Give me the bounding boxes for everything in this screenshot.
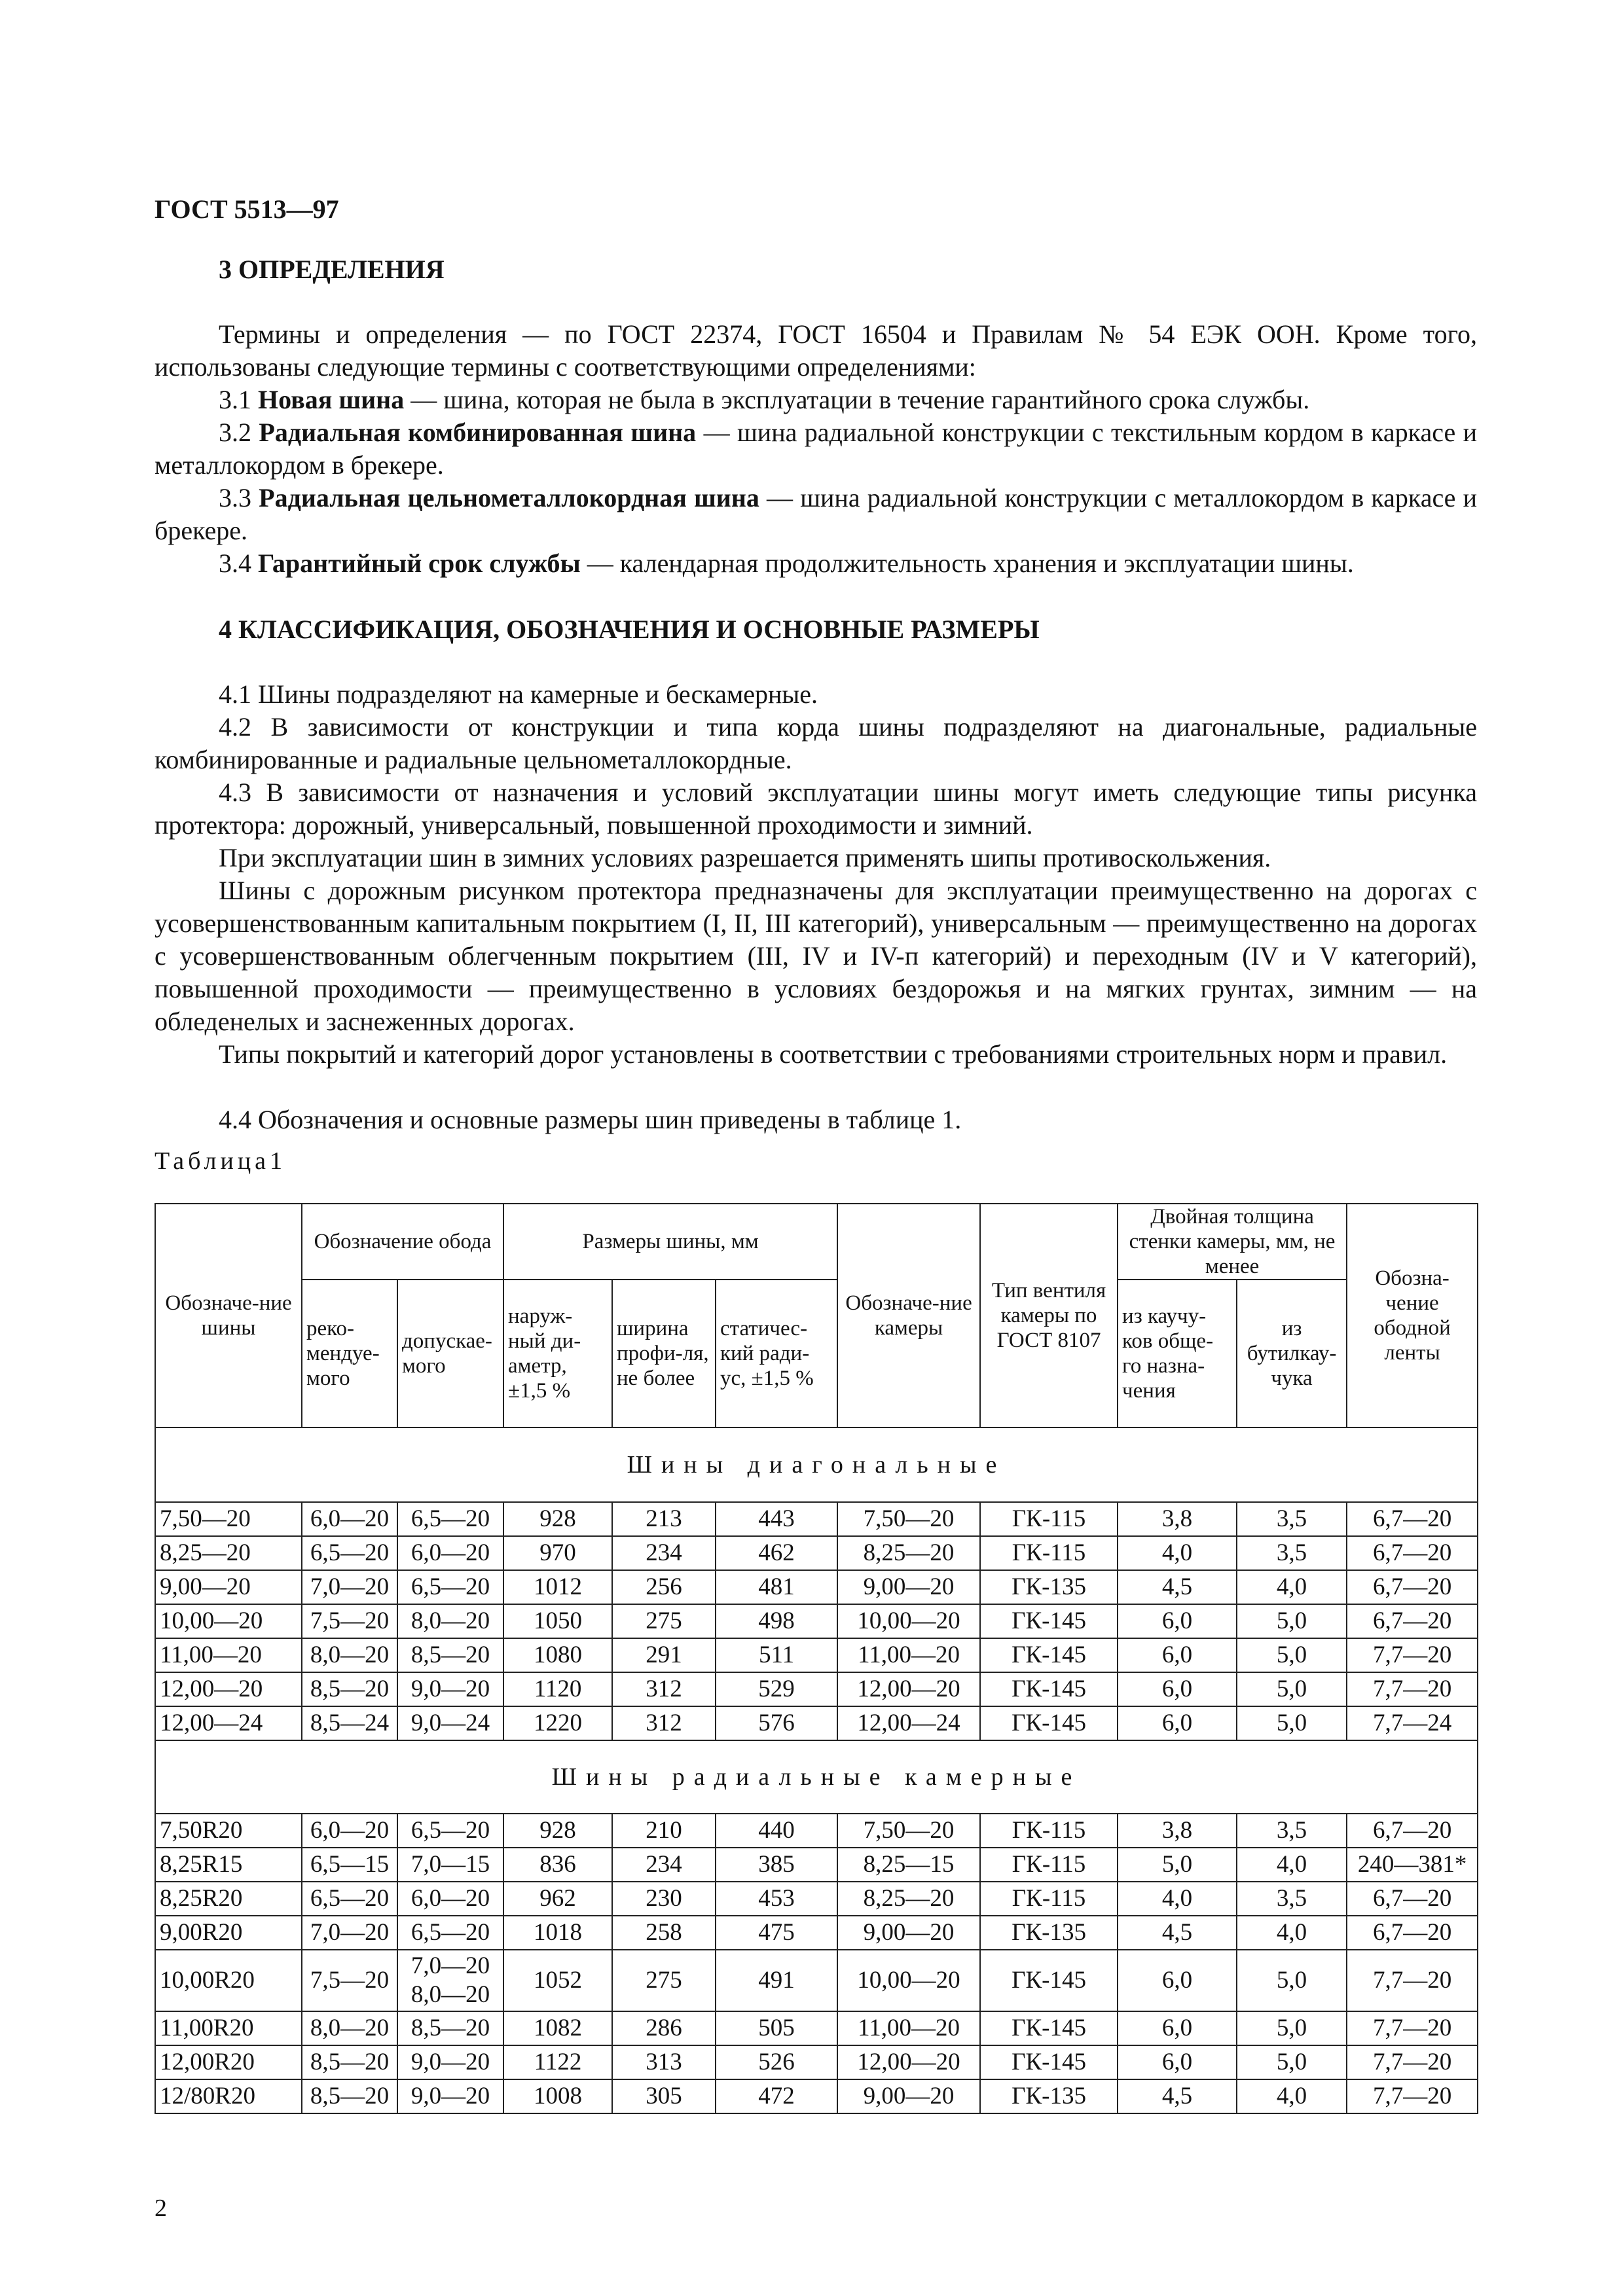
table-row — [155, 1672, 1478, 1706]
cell-tire: 12,00R20 — [155, 2045, 302, 2079]
definition-text: — шина радиальной конструкции с металлокордом в каркасе и брекере. — [155, 483, 1477, 545]
cell-static-radius: 576 — [716, 1706, 837, 1740]
paragraph-4-2: 4.2 В зависимости от конструкции и типа корда шины подразделяют на диагональные, радиальные комбинированные и радиальные цельнометаллокордные. — [155, 712, 1477, 774]
table-row — [155, 1570, 1478, 1604]
header-size-group: Размеры шины, мм — [503, 1204, 837, 1280]
cell-flap: 7,7—20 — [1347, 2011, 1478, 2045]
cell-butyl: 5,0 — [1237, 1706, 1347, 1740]
cell-butyl: 5,0 — [1237, 2045, 1347, 2079]
cell-tire: 7,50—20 — [155, 1502, 302, 1536]
cell-profile-width: 305 — [612, 2079, 716, 2113]
cell-rim-recommended: 7,0—20 — [302, 1570, 397, 1604]
cell-rim-recommended: 7,5—20 — [302, 1604, 397, 1638]
cell-flap: 6,7—20 — [1347, 1570, 1478, 1604]
table-group-bias — [155, 1427, 1478, 1740]
cell-static-radius: 529 — [716, 1672, 837, 1706]
cell-flap: 7,7—20 — [1347, 1950, 1478, 2011]
cell-rim-allowed: 6,5—20 — [397, 1502, 503, 1536]
cell-rubber-general: 6,0 — [1118, 1950, 1237, 2011]
definition-text: — шина, которая не была в эксплуатации в течение гарантийного срока службы. — [404, 385, 1310, 414]
paragraph-4-1: 4.1 Шины подразделяют на камерные и бескамерные. — [219, 679, 818, 709]
cell-outer-diameter: 1080 — [503, 1638, 612, 1672]
table-row — [155, 1950, 1478, 2011]
header-profile-width: ширина профи-ля, не более — [612, 1280, 716, 1427]
cell-flap: 6,7—20 — [1347, 1604, 1478, 1638]
cell-flap: 6,7—20 — [1347, 1916, 1478, 1950]
definition-term: Радиальная цельнометаллокордная шина — [259, 483, 759, 512]
cell-tube: 7,50—20 — [837, 1814, 980, 1848]
cell-rim-allowed: 6,5—20 — [397, 1814, 503, 1848]
header-valve-type: Тип вентиля камеры по ГОСТ 8107 — [980, 1204, 1118, 1427]
cell-rim-recommended: 7,0—20 — [302, 1916, 397, 1950]
cell-tube: 8,25—15 — [837, 1848, 980, 1882]
cell-static-radius: 505 — [716, 2011, 837, 2045]
cell-valve: ГК-135 — [980, 2079, 1118, 2113]
cell-flap: 6,7—20 — [1347, 1814, 1478, 1848]
cell-tube: 7,50—20 — [837, 1502, 980, 1536]
cell-tube: 12,00—20 — [837, 2045, 980, 2079]
cell-tire: 8,25R15 — [155, 1848, 302, 1882]
cell-rubber-general: 4,5 — [1118, 1916, 1237, 1950]
header-tube-designation: Обозначе-ние камеры — [837, 1204, 980, 1427]
cell-butyl: 4,0 — [1237, 1570, 1347, 1604]
cell-butyl: 4,0 — [1237, 1916, 1347, 1950]
cell-static-radius: 475 — [716, 1916, 837, 1950]
section-4-heading: 4 КЛАССИФИКАЦИЯ, ОБОЗНАЧЕНИЯ И ОСНОВНЫЕ РАЗМЕРЫ — [219, 615, 1040, 644]
cell-flap: 7,7—20 — [1347, 2045, 1478, 2079]
cell-valve: ГК-135 — [980, 1570, 1118, 1604]
document-code: ГОСТ 5513—97 — [155, 194, 339, 224]
cell-flap: 7,7—20 — [1347, 1672, 1478, 1706]
cell-rim-recommended: 6,5—20 — [302, 1536, 397, 1570]
header-tire-designation: Обозначе-ние шины — [155, 1204, 302, 1427]
cell-rim-recommended: 6,5—15 — [302, 1848, 397, 1882]
definition-term: Гарантийный срок службы — [258, 548, 581, 578]
cell-valve: ГК-115 — [980, 1814, 1118, 1848]
cell-profile-width: 312 — [612, 1706, 716, 1740]
cell-rim-allowed: 9,0—20 — [397, 2045, 503, 2079]
cell-flap: 6,7—20 — [1347, 1536, 1478, 1570]
definition-number: 3.2 — [219, 418, 259, 447]
cell-profile-width: 286 — [612, 2011, 716, 2045]
cell-valve: ГК-145 — [980, 2045, 1118, 2079]
cell-butyl: 4,0 — [1237, 1848, 1347, 1882]
definition-number: 3.3 — [219, 483, 259, 512]
cell-tire: 11,00R20 — [155, 2011, 302, 2045]
cell-tube: 12,00—24 — [837, 1706, 980, 1740]
cell-butyl: 4,0 — [1237, 2079, 1347, 2113]
table-row — [155, 1502, 1478, 1536]
cell-flap: 7,7—24 — [1347, 1706, 1478, 1740]
cell-rim-recommended: 8,0—20 — [302, 1638, 397, 1672]
cell-rim-recommended: 7,5—20 — [302, 1950, 397, 2011]
cell-butyl: 5,0 — [1237, 2011, 1347, 2045]
definition-number: 3.1 — [219, 385, 258, 414]
cell-rubber-general: 3,8 — [1118, 1502, 1237, 1536]
cell-static-radius: 491 — [716, 1950, 837, 2011]
cell-rubber-general: 6,0 — [1118, 2011, 1237, 2045]
header-wall-thickness-group: Двойная толщина стенки камеры, мм, не менее — [1118, 1204, 1347, 1280]
cell-flap: 6,7—20 — [1347, 1502, 1478, 1536]
page-number: 2 — [155, 2195, 167, 2222]
cell-static-radius: 472 — [716, 2079, 837, 2113]
cell-tube: 11,00—20 — [837, 1638, 980, 1672]
cell-butyl: 3,5 — [1237, 1502, 1347, 1536]
cell-butyl: 5,0 — [1237, 1604, 1347, 1638]
header-outer-diameter: наруж-ный ди-аметр, ±1,5 % — [503, 1280, 612, 1427]
cell-butyl: 3,5 — [1237, 1814, 1347, 1848]
cell-rim-allowed-primary: 7,0—20 — [410, 1952, 490, 1979]
cell-profile-width: 275 — [612, 1604, 716, 1638]
cell-outer-diameter: 1220 — [503, 1706, 612, 1740]
cell-valve: ГК-145 — [980, 1706, 1118, 1740]
cell-valve: ГК-115 — [980, 1882, 1118, 1916]
cell-profile-width: 256 — [612, 1570, 716, 1604]
paragraph-4-3: 4.3 В зависимости от назначения и условий эксплуатации шины могут иметь следующие типы рисунка протектора: дорожный, универсальный, повышенной проходимости и зимний. — [155, 778, 1477, 840]
cell-rim-allowed: 6,5—20 — [397, 1916, 503, 1950]
cell-rubber-general: 4,0 — [1118, 1536, 1237, 1570]
cell-flap: 7,7—20 — [1347, 1638, 1478, 1672]
cell-rubber-general: 6,0 — [1118, 1672, 1237, 1706]
cell-tube: 9,00—20 — [837, 1916, 980, 1950]
cell-rim-recommended: 8,0—20 — [302, 2011, 397, 2045]
cell-rim-allowed: 8,5—20 — [397, 2011, 503, 2045]
cell-rim-allowed: 6,0—20 — [397, 1536, 503, 1570]
section-3-heading: 3 ОПРЕДЕЛЕНИЯ — [219, 255, 445, 284]
cell-outer-diameter: 928 — [503, 1502, 612, 1536]
cell-outer-diameter: 836 — [503, 1848, 612, 1882]
table-row — [155, 1848, 1478, 1882]
cell-valve: ГК-145 — [980, 1672, 1118, 1706]
cell-flap: 7,7—20 — [1347, 2079, 1478, 2113]
cell-outer-diameter: 928 — [503, 1814, 612, 1848]
definition-number: 3.4 — [219, 548, 258, 578]
cell-profile-width: 230 — [612, 1882, 716, 1916]
header-rim-recommended: реко-мендуе-мого — [302, 1280, 397, 1427]
cell-valve: ГК-145 — [980, 1950, 1118, 2011]
cell-outer-diameter: 1082 — [503, 2011, 612, 2045]
cell-tube: 8,25—20 — [837, 1536, 980, 1570]
cell-rim-allowed — [397, 1950, 503, 2011]
cell-outer-diameter: 1122 — [503, 2045, 612, 2079]
header-butyl-rubber: из бутилкау-чука — [1237, 1280, 1347, 1427]
cell-valve: ГК-115 — [980, 1536, 1118, 1570]
cell-rubber-general: 6,0 — [1118, 2045, 1237, 2079]
cell-profile-width: 234 — [612, 1848, 716, 1882]
cell-tube: 8,25—20 — [837, 1882, 980, 1916]
cell-profile-width: 313 — [612, 2045, 716, 2079]
cell-static-radius: 443 — [716, 1502, 837, 1536]
cell-rim-recommended: 6,5—20 — [302, 1882, 397, 1916]
cell-outer-diameter: 1012 — [503, 1570, 612, 1604]
cell-rubber-general: 5,0 — [1118, 1848, 1237, 1882]
definition-text: — шина радиальной конструкции с текстильным кордом в каркасе и металлокордом в брекере. — [155, 418, 1478, 480]
cell-rubber-general: 6,0 — [1118, 1638, 1237, 1672]
cell-rim-allowed: 9,0—20 — [397, 2079, 503, 2113]
cell-rim-allowed: 8,0—20 — [397, 1604, 503, 1638]
table-row — [155, 1638, 1478, 1672]
definition-3-4 — [155, 547, 1477, 580]
cell-outer-diameter: 1120 — [503, 1672, 612, 1706]
cell-rim-allowed: 6,5—20 — [397, 1570, 503, 1604]
cell-valve: ГК-145 — [980, 1638, 1118, 1672]
cell-valve: ГК-115 — [980, 1502, 1118, 1536]
header-rim-allowed: допускае-мого — [397, 1280, 503, 1427]
table-row — [155, 1916, 1478, 1950]
cell-tire: 7,50R20 — [155, 1814, 302, 1848]
cell-tube: 10,00—20 — [837, 1950, 980, 2011]
cell-tire: 9,00R20 — [155, 1916, 302, 1950]
cell-tube: 10,00—20 — [837, 1604, 980, 1638]
cell-outer-diameter: 1018 — [503, 1916, 612, 1950]
cell-valve: ГК-135 — [980, 1916, 1118, 1950]
section-3-intro: Термины и определения — по ГОСТ 22374, ГОСТ 16504 и Правилам № 54 ЕЭК ООН. Кроме того, использованы следующие термины с соответствующими определениями: — [155, 319, 1477, 382]
cell-rim-recommended: 8,5—20 — [302, 2045, 397, 2079]
cell-tire: 8,25—20 — [155, 1536, 302, 1570]
table-row — [155, 1882, 1478, 1916]
cell-tire: 10,00R20 — [155, 1950, 302, 2011]
cell-butyl: 5,0 — [1237, 1672, 1347, 1706]
table-row — [155, 1604, 1478, 1638]
cell-tire: 12,00—20 — [155, 1672, 302, 1706]
header-static-radius: статичес-кий ради-ус, ±1,5 % — [716, 1280, 837, 1427]
cell-valve: ГК-145 — [980, 1604, 1118, 1638]
cell-static-radius: 498 — [716, 1604, 837, 1638]
cell-rim-allowed: 7,0—15 — [397, 1848, 503, 1882]
cell-static-radius: 462 — [716, 1536, 837, 1570]
cell-static-radius: 481 — [716, 1570, 837, 1604]
cell-outer-diameter: 1052 — [503, 1950, 612, 2011]
table-row — [155, 1706, 1478, 1740]
cell-static-radius: 440 — [716, 1814, 837, 1848]
table-row — [155, 1814, 1478, 1848]
cell-profile-width: 210 — [612, 1814, 716, 1848]
cell-flap: 6,7—20 — [1347, 1882, 1478, 1916]
group-title-radial: Шины радиальные камерные — [155, 1740, 1478, 1814]
cell-tube: 12,00—20 — [837, 1672, 980, 1706]
cell-rim-recommended: 6,0—20 — [302, 1814, 397, 1848]
cell-rim-allowed: 9,0—24 — [397, 1706, 503, 1740]
header-general-rubber: из каучу-ков обще-го назна-чения — [1118, 1280, 1237, 1427]
cell-outer-diameter: 1050 — [503, 1604, 612, 1638]
cell-tire: 10,00—20 — [155, 1604, 302, 1638]
cell-rubber-general: 3,8 — [1118, 1814, 1237, 1848]
cell-tire: 8,25R20 — [155, 1882, 302, 1916]
cell-rubber-general: 4,5 — [1118, 2079, 1237, 2113]
cell-outer-diameter: 962 — [503, 1882, 612, 1916]
header-rim-group: Обозначение обода — [302, 1204, 503, 1280]
cell-tire: 12/80R20 — [155, 2079, 302, 2113]
cell-outer-diameter: 970 — [503, 1536, 612, 1570]
definition-3-2 — [155, 416, 1477, 482]
table-row — [155, 2079, 1478, 2113]
cell-rim-allowed: 9,0—20 — [397, 1672, 503, 1706]
table-row — [155, 1536, 1478, 1570]
cell-rim-recommended: 8,5—24 — [302, 1706, 397, 1740]
cell-rim-recommended: 6,0—20 — [302, 1502, 397, 1536]
cell-profile-width: 275 — [612, 1950, 716, 2011]
cell-rubber-general: 4,5 — [1118, 1570, 1237, 1604]
paragraph-road-norms: Типы покрытий и категорий дорог установлены в соответствии с требованиями строительных норм и правил. — [219, 1039, 1448, 1069]
table-caption: Таблица1 — [155, 1147, 287, 1175]
cell-tube: 11,00—20 — [837, 2011, 980, 2045]
cell-tube: 9,00—20 — [837, 2079, 980, 2113]
cell-valve: ГК-145 — [980, 2011, 1118, 2045]
cell-rim-recommended: 8,5—20 — [302, 1672, 397, 1706]
cell-profile-width: 312 — [612, 1672, 716, 1706]
cell-rubber-general: 6,0 — [1118, 1706, 1237, 1740]
header-flap-designation: Обозна-чение ободной ленты — [1347, 1204, 1478, 1427]
cell-tire: 11,00—20 — [155, 1638, 302, 1672]
cell-static-radius: 511 — [716, 1638, 837, 1672]
cell-rim-allowed: 8,5—20 — [397, 1638, 503, 1672]
definition-text: — календарная продолжительность хранения и эксплуатации шины. — [580, 548, 1354, 578]
cell-static-radius: 385 — [716, 1848, 837, 1882]
cell-butyl: 3,5 — [1237, 1882, 1347, 1916]
group-title-bias: Шины диагональные — [155, 1427, 1478, 1502]
cell-static-radius: 526 — [716, 2045, 837, 2079]
cell-rim-recommended: 8,5—20 — [302, 2079, 397, 2113]
definition-term: Радиальная комбинированная шина — [259, 418, 697, 447]
cell-profile-width: 213 — [612, 1502, 716, 1536]
definition-term: Новая шина — [258, 385, 405, 414]
cell-rubber-general: 4,0 — [1118, 1882, 1237, 1916]
cell-outer-diameter: 1008 — [503, 2079, 612, 2113]
tire-size-table — [155, 1203, 1478, 2114]
cell-butyl: 5,0 — [1237, 1950, 1347, 2011]
paragraph-studs: При эксплуатации шин в зимних условиях разрешается применять шипы противоскольжения. — [219, 843, 1271, 872]
cell-tire: 12,00—24 — [155, 1706, 302, 1740]
cell-tire: 9,00—20 — [155, 1570, 302, 1604]
definition-3-1 — [155, 384, 1477, 416]
cell-tube: 9,00—20 — [837, 1570, 980, 1604]
definition-3-3 — [155, 482, 1477, 547]
cell-rim-allowed: 6,0—20 — [397, 1882, 503, 1916]
paragraph-4-4: 4.4 Обозначения и основные размеры шин приведены в таблице 1. — [219, 1105, 962, 1134]
cell-rubber-general: 6,0 — [1118, 1604, 1237, 1638]
cell-flap: 240—381* — [1347, 1848, 1478, 1882]
table-row — [155, 2045, 1478, 2079]
cell-butyl: 3,5 — [1237, 1536, 1347, 1570]
cell-profile-width: 234 — [612, 1536, 716, 1570]
cell-rim-allowed-secondary: 8,0—20 — [410, 1981, 490, 2008]
cell-profile-width: 291 — [612, 1638, 716, 1672]
paragraph-road-types: Шины с дорожным рисунком протектора предназначены для эксплуатации преимущественно на дорогах с усовершенствованным капитальным покрытием (I, II, III категорий), универсальным — преимущественно на дорогах с усовершенствованным облегченным покрытием (III, IV и IV-п категорий) и переходным (IV и V категорий), повышенной проходимости — преимущественно в условиях бездорожья и на мягких грунтах, зимним — на обледенелых и заснеженных дорогах. — [155, 876, 1477, 1036]
cell-static-radius: 453 — [716, 1882, 837, 1916]
cell-profile-width: 258 — [612, 1916, 716, 1950]
cell-butyl: 5,0 — [1237, 1638, 1347, 1672]
cell-valve: ГК-115 — [980, 1848, 1118, 1882]
table-group-radial — [155, 1740, 1478, 2113]
table-row — [155, 2011, 1478, 2045]
